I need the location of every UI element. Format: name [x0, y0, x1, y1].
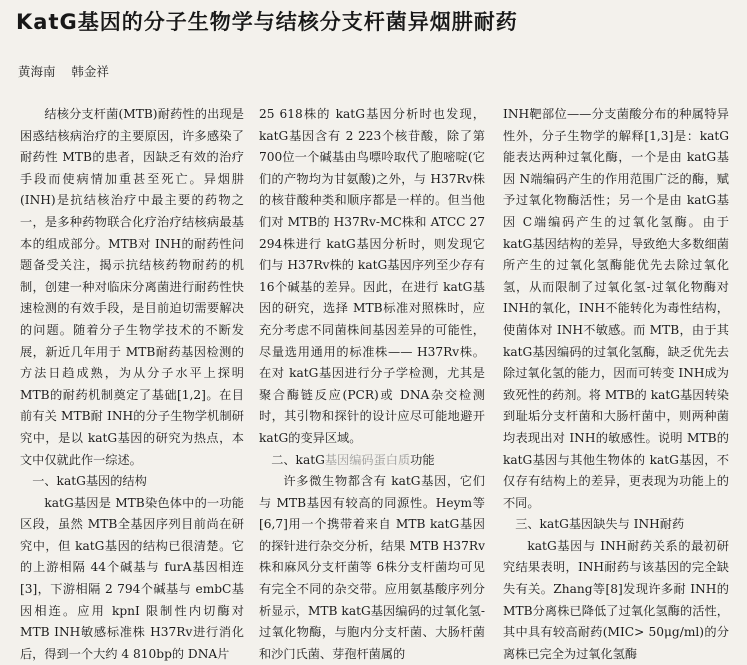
paragraph: INH靶部位——分支菌酸分布的种属特异性外，分子生物学的解释[1,3]是：katG能表达两种过氧化酶，一个是由 katG基因 N端编码产生的作用范围广泛的酶，赋予过氧化物酶活性；另一个是由 katG基因 C端编码产生的过氧化氢酶。由于 katG基因结构的差异，导致绝大多数细菌所产生的过氧化氢酶能优先去除过氧化氢，从而限制了过氧化氢-过氧化物酶对 INH的氧化，INH不能转化为毒性结构，使菌体对 INH不敏感。而 MTB，由于其 katG基因编码的过氧化氢酶，缺乏优先去除过氧化氢的能力，因而可转变 INH成为致死性的药剂。将 MTB的 katG基因转染到耻垢分支杆菌和大肠杆菌中，则两种菌均表现出对 INH的敏感性。说明 MTB的 katG基因与其他生物体的 katG基因，不仅存有结构上的差异，更表现为功能上的不同。 [503, 107, 729, 510]
heading-prefix: 二、katG [271, 452, 325, 467]
article-title: KatG基因的分子生物学与结核分支杆菌异烟肼耐药 [16, 10, 518, 34]
paragraph: katG基因是 MTB染色体中的一功能区段，虽然 MTB全基因序列目前尚在研究中，但 katG基因的结构已很清楚。它的上游相隔 44个碱基与 furA基因相连[3]，下游相隔 2 794个碱基与 embC基因相连。应用 kpnI 限制性内切酶对 MTB INH敏感标准株 H37Rv进行消化后，得到一个大约 4 810bp的 DNA片 [20, 495, 244, 661]
text-column-2 [259, 104, 485, 665]
paragraph: 结核分支杆菌(MTB)耐药性的出现是困惑结核病治疗的主要原因，许多感染了耐药性 MTB的患者，因缺乏有效的治疗手段而使病情加重甚至死亡。异烟肼(INH)是抗结核治疗中最主要的药物之一，是多种药物联合化疗治疗结核病最基本的组成部分。MTB对 INH的耐药性问题备受关注，揭示抗结核药物耐药的机制，创建一种对临床分离菌进行耐药性快速检测的有效手段，是目前迫切需要解决的问题。随着分子生物学技术的不断发展，新近几年用于 MTB耐药基因检测的方法日趋成熟，为从分子水平上探明 MTB的耐药机制奠定了基础[1,2]。在目前有关 MTB耐 INH的分子生物学机制研究中，是以 katG基因的研究为热点，本文中仅就此作一综述。 [20, 107, 244, 467]
article-authors: 黄海南 韩金祥 [18, 64, 109, 79]
section-heading [259, 450, 485, 472]
heading-suffix: 功能 [410, 452, 435, 467]
section-heading: 一、katG基因的结构 [32, 474, 147, 489]
section-heading: 三、katG基因缺失与 INH耐药 [515, 517, 685, 532]
watermark-text: 基因编码蛋白质 [324, 452, 411, 467]
paragraph: 许多微生物都含有 katG基因，它们与 MTB基因有较高的同源性。Heym等[6,7]用一个携带着来自 MTB katG基因的探针进行杂交分析，结果 MTB H37Rv株和麻风分支杆菌等 6株分支杆菌均可见有完全不同的杂交带。应用氨基酸序列分析显示，MTB katG基因编码的过氧化氢-过氧化物酶，与胞内分支杆菌、大肠杆菌和沙门氏菌、芽孢杆菌属的 [259, 474, 485, 661]
text-column-1 [20, 104, 244, 665]
paragraph: 25 618株的 katG基因分析时也发现，katG基因含有 2 223个核苷酸，除了第 700位一个碱基由鸟嘌呤取代了胞嘧啶(它们的产物均为甘氨酸)之外，与 H37Rv株的核苷酸种类和顺序都是一样的。但当他们对 MTB的 H37Rv-MC株和 ATCC 27 294株进行 katG基因分析时，则发现它们与 H37Rv株的 katG基因序列至少存有 16个碱基的差异。因此，在进行 katG基因的研究，选择 MTB标准对照株时，应充分考虑不同菌株间基因差异的可能性，尽量选用通用的标准株—— H37Rv株。在对 katG基因进行分子学检测，尤其是聚合酶链反应(PCR)或 DNA杂交检测时，其引物和探针的设计应尽可能地避开 katG的变异区域。 [259, 107, 485, 445]
text-column-3 [503, 104, 729, 665]
paragraph: katG基因与 INH耐药关系的最初研究结果表明，INH耐药与该基因的完全缺失有关。Zhang等[8]发现许多耐 INH的 MTB分离株已降低了过氧化氢酶的活性，其中具有较高耐药(MIC> 50μg/ml)的分离株已完全为过氧化氢酶 [503, 538, 729, 661]
